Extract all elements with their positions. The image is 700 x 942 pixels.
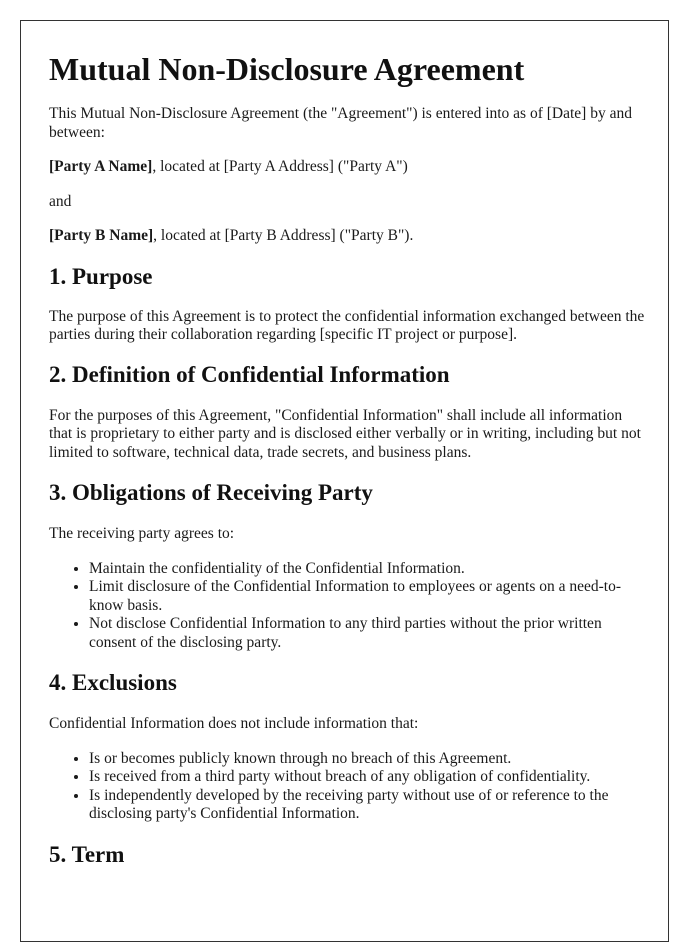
section-body-exclusions: Confidential Information does not include information that:	[49, 715, 419, 732]
party-b-line	[49, 227, 648, 246]
agreement-document	[20, 20, 669, 942]
intro-paragraph: This Mutual Non-Disclosure Agreement (the "Agreement") is entered into as of [Date] by and between:	[49, 105, 632, 141]
party-b-name: [Party B Name]	[49, 227, 154, 244]
party-a-name: [Party A Name]	[49, 158, 153, 175]
exclusions-list	[49, 750, 648, 824]
document-title: Mutual Non-Disclosure Agreement	[49, 51, 525, 87]
obligations-list	[49, 560, 648, 653]
party-a-details: , located at [Party A Address] ("Party A")	[152, 158, 408, 175]
list-item: • Is or becomes publicly known through no breach of this Agreement.	[89, 750, 648, 769]
conjunction-text: and	[49, 192, 72, 210]
party-a-line	[49, 158, 648, 177]
section-heading-obligations: 3. Obligations of Receiving Party	[49, 480, 373, 505]
section-heading-term: 5. Term	[49, 841, 125, 867]
list-item: • Maintain the confidentiality of the Confidential Information.	[89, 560, 648, 579]
section-body-definition: For the purposes of this Agreement, "Confidential Information" shall include all information that is proprietary to either party and is disclosed either verbally or in writing, including but not limited to software, technical data, trade secrets, and business plans.	[49, 406, 641, 461]
section-heading-definition: 2. Definition of Confidential Information	[49, 361, 450, 387]
list-item: • Is received from a third party without breach of any obligation of confidentiality.	[89, 768, 648, 787]
section-body-purpose: The purpose of this Agreement is to protect the confidential information exchanged between the parties during their collaboration regarding [specific IT project or purpose].	[49, 307, 645, 343]
section-heading-purpose: 1. Purpose	[49, 263, 153, 289]
list-item: • Is independently developed by the receiving party without use of or reference to the disclosing party's Confidential Information.	[89, 787, 648, 824]
section-body-obligations: The receiving party agrees to:	[49, 525, 235, 542]
list-item: • Limit disclosure of the Confidential Information to employees or agents on a need-to-know basis.	[89, 578, 648, 615]
section-heading-exclusions: 4. Exclusions	[49, 670, 177, 695]
party-b-details: , located at [Party B Address] ("Party B").	[153, 227, 414, 244]
list-item: • Not disclose Confidential Information to any third parties without the prior written consent of the disclosing party.	[89, 615, 648, 652]
